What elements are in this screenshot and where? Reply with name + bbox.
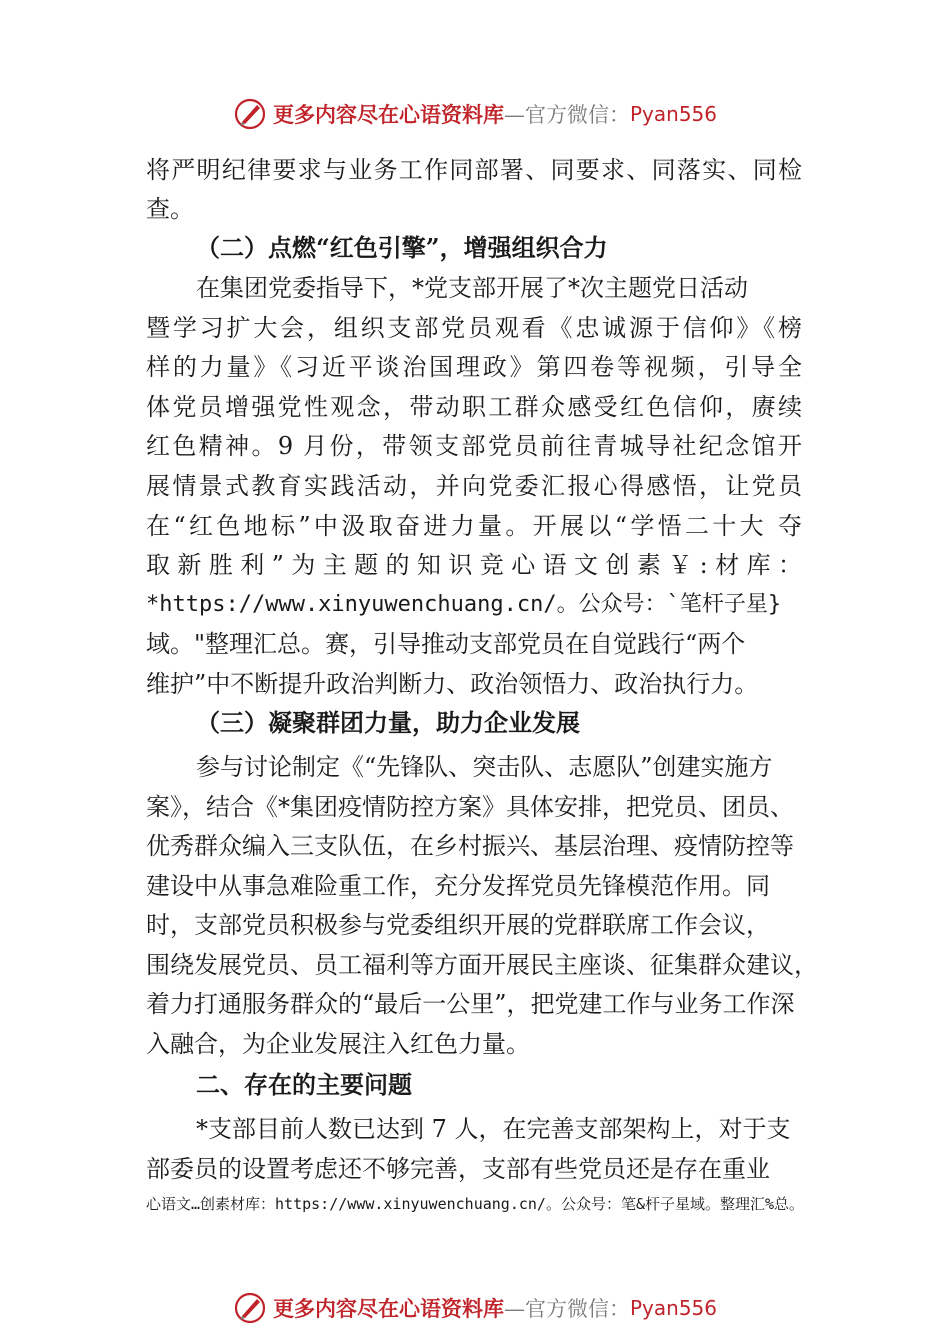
header-watermark-banner [0, 94, 950, 134]
body-line: 暨学习扩大会，组织支部党员观看《忠诚源于信仰》《榜 [146, 314, 802, 342]
body-line: 样的力量》《习近平谈治国理政》第四卷等视频，引导全 [146, 353, 802, 381]
body-line: 红色精神。9 月份，带领支部党员前往青城导社纪念馆开 [146, 432, 802, 460]
body-line: 入融合，为企业发展注入红色力量。 [146, 1030, 530, 1058]
body-line: 围绕发展党员、员工福利等方面开展民主座谈、征集群众建议， [146, 951, 818, 979]
banner-wechat-label: —官方微信： [503, 103, 630, 127]
body-line: 参与讨论制定《“先锋队、突击队、志愿队”创建实施方 [196, 753, 773, 781]
body-line: 着力打通服务群众的“最后一公里”，把党建工作与业务工作深 [146, 990, 795, 1018]
body-line: 查。 [146, 195, 194, 223]
body-line: 域。"整理汇总。赛，引导推动支部党员在自觉践行“两个 [146, 630, 746, 658]
footer-watermark-banner [0, 1288, 950, 1328]
body-line: 建设中从事急难险重工作，充分发挥党员先锋模范作用。同 [146, 872, 770, 900]
banner-title: 更多内容尽在心语资料库 [272, 1296, 504, 1321]
body-line: 体党员增强党性观念，带动职工群众感受红色信仰，赓续 [146, 393, 802, 421]
body-line: *支部目前人数已达到 7 人，在完善支部架构上，对于支 [196, 1115, 791, 1143]
body-line: 优秀群众编入三支队伍，在乡村振兴、基层治理、疫情防控等 [146, 832, 794, 860]
body-line: 时，支部党员积极参与党委组织开展的党群联席工作会议， [146, 911, 770, 939]
subsection-heading: （三）凝聚群团力量，助力企业发展 [196, 708, 580, 737]
body-line: 在集团党委指导下，*党支部开展了*次主题党日活动 [196, 274, 748, 302]
banner-wechat-id: Pyan556 [629, 102, 717, 126]
body-line: 取新胜利”为主题的知识竞心语文创素￥:材库： [146, 551, 802, 579]
banner-wechat-id: Pyan556 [629, 1296, 717, 1320]
pen-logo-icon [233, 97, 267, 131]
body-line: 案》，结合《*集团疫情防控方案》具体安排，把党员、团员、 [146, 793, 794, 821]
banner-wechat-label: —官方微信： [503, 1297, 630, 1321]
body-line: 在“红色地标”中汲取奋进力量。开展以“学悟二十大 夺 [146, 512, 802, 540]
subsection-heading: （二）点燃“红色引擎”，增强组织合力 [196, 233, 608, 262]
body-line: 部委员的设置考虑还不够完善，支部有些党员还是存在重业 [146, 1155, 770, 1183]
body-line: 展情景式教育实践活动，并向党委汇报心得感悟，让党员 [146, 472, 802, 500]
body-line: 将严明纪律要求与业务工作同部署、同要求、同落实、同检 [146, 156, 802, 184]
pen-logo-icon [233, 1291, 267, 1325]
body-line: *https://www.xinyuwenchuang.cn/。公众号：`笔杆子星} [146, 592, 782, 617]
section-heading: 二、存在的主要问题 [196, 1071, 412, 1099]
banner-title: 更多内容尽在心语资料库 [272, 102, 504, 127]
source-note: 心语文…创素材库：https://www.xinyuwenchuang.cn/。公众号：笔&杆子星域。整理汇%总。 [145, 1195, 805, 1213]
body-line: 维护”中不断提升政治判断力、政治领悟力、政治执行力。 [146, 670, 759, 698]
